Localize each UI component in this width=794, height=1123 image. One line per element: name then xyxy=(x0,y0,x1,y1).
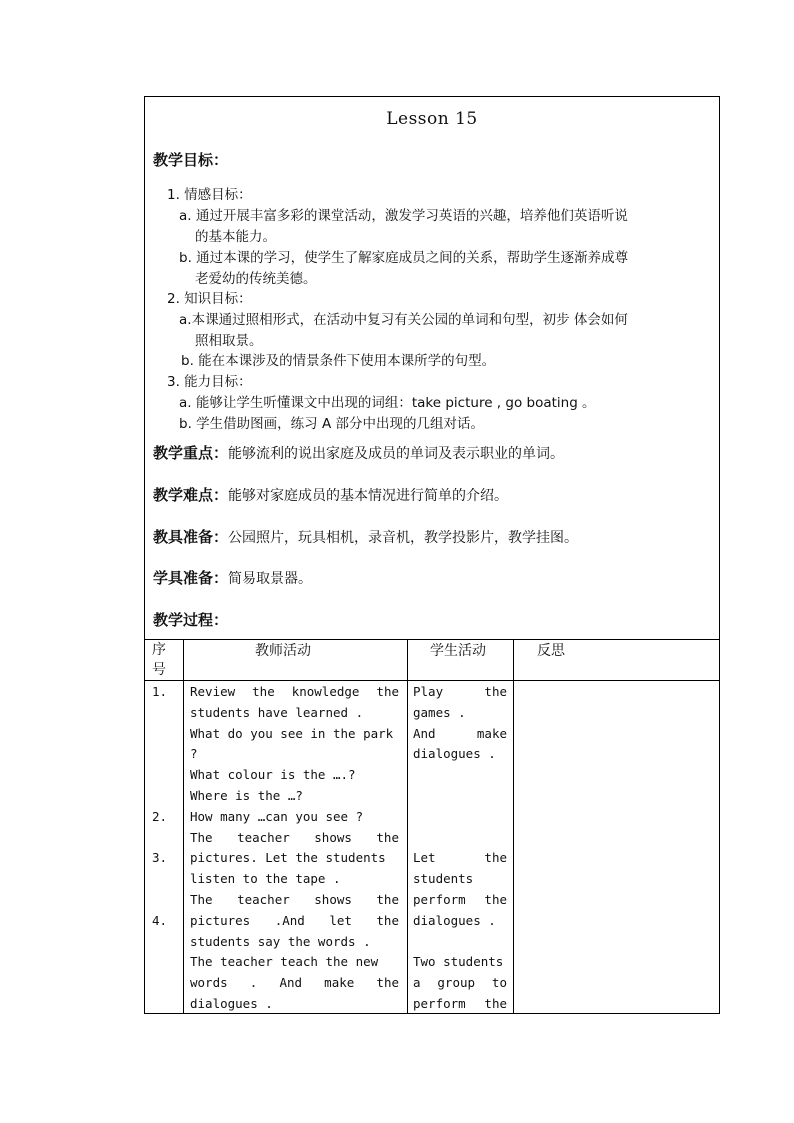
key-points xyxy=(153,442,564,463)
table-cell-line: ? xyxy=(190,746,198,762)
page-title: Lesson 15 xyxy=(386,109,478,129)
key-points-label: 教学重点： xyxy=(153,444,229,462)
table-cell-line: a group to xyxy=(413,975,507,991)
teaching-aids-text: 公园照片，玩具相机，录音机，教学投影片，教学挂图。 xyxy=(228,530,579,546)
table-cell-line: perform the xyxy=(413,891,507,907)
header-number xyxy=(152,640,172,680)
table-cell-line xyxy=(152,973,180,994)
table-cell-line: students xyxy=(413,871,474,887)
lesson-plan-frame xyxy=(144,96,720,1014)
table-cell-line: students have learned . xyxy=(190,704,364,720)
table-cell-line xyxy=(152,932,180,953)
teacher-column xyxy=(190,682,399,1015)
objective-line: 老爱幼的传统美德。 xyxy=(195,271,317,287)
column-divider xyxy=(513,639,514,1013)
table-header-border xyxy=(145,680,719,681)
table-cell-line: students say the words . xyxy=(190,933,371,949)
teaching-aids-label: 教具准备： xyxy=(153,528,229,546)
difficulties-label: 教学难点： xyxy=(153,486,229,504)
table-cell-line xyxy=(413,932,507,953)
table-cell-line: And make xyxy=(413,725,507,741)
teaching-aids xyxy=(153,526,578,547)
table-cell-line xyxy=(152,994,180,1015)
header-student: 学生活动 xyxy=(430,643,486,659)
learning-aids-label: 学具准备： xyxy=(153,569,229,587)
table-cell-line xyxy=(152,890,180,911)
objective-line: 3. 能力目标： xyxy=(167,374,252,390)
table-cell-line: What do you see in the park xyxy=(190,725,394,741)
table-cell-line: Two students xyxy=(413,954,504,970)
table-cell-line: 1. xyxy=(152,684,168,699)
objective-line: 2. 知识目标： xyxy=(167,291,252,307)
difficulties xyxy=(153,484,508,505)
objective-line: 照相取景。 xyxy=(195,333,263,349)
process-heading: 教学过程： xyxy=(153,611,229,629)
table-cell-line: pictures .And let the xyxy=(190,912,399,928)
column-divider xyxy=(183,639,184,1013)
table-cell-line xyxy=(152,869,180,890)
table-cell-line: Review the knowledge the xyxy=(190,684,399,699)
student-column xyxy=(413,682,507,1015)
number-column xyxy=(152,682,180,1015)
table-cell-line xyxy=(413,765,507,786)
table-cell-line: listen to the tape . xyxy=(190,871,341,887)
table-cell-line: dialogues . xyxy=(190,995,273,1011)
difficulties-text: 能够对家庭成员的基本情况进行简单的介绍。 xyxy=(228,488,509,504)
table-cell-line: Where is the …? xyxy=(190,787,303,803)
table-cell-line: games . xyxy=(413,704,466,720)
table-cell-line: Play the xyxy=(413,684,507,699)
table-cell-line xyxy=(152,828,180,849)
table-cell-line xyxy=(152,703,180,724)
column-divider xyxy=(407,639,408,1013)
table-cell-line xyxy=(152,744,180,765)
table-cell-line xyxy=(152,786,180,807)
table-cell-line: The teacher teach the new xyxy=(190,954,379,970)
table-cell-line: perform the xyxy=(413,995,507,1011)
table-cell-line: 3. xyxy=(152,850,168,866)
objectives-heading: 教学目标： xyxy=(153,151,229,169)
header-reflection: 反思 xyxy=(537,643,565,659)
table-cell-line xyxy=(413,807,507,828)
learning-aids xyxy=(153,567,312,588)
table-cell-line: The teacher shows the xyxy=(190,829,399,845)
table-cell-line: words . And make the xyxy=(190,975,399,991)
table-cell-line xyxy=(152,952,180,973)
learning-aids-text: 简易取景器。 xyxy=(228,571,313,587)
table-cell-line: What colour is the ….? xyxy=(190,767,356,783)
objective-line: b. 通过本课的学习，使学生了解家庭成员之间的关系，帮助学生逐渐养成尊 xyxy=(179,250,629,266)
objective-line: 1. 情感目标： xyxy=(167,187,252,203)
table-cell-line: dialogues . xyxy=(413,912,496,928)
table-cell-line xyxy=(413,786,507,807)
table-cell-line: 2. xyxy=(152,808,168,824)
table-cell-line: The teacher shows the xyxy=(190,891,399,907)
objective-line: b. 学生借助图画，练习 A 部分中出现的几组对话。 xyxy=(179,416,484,432)
table-cell-line: 4. xyxy=(152,912,168,928)
objective-line: 的基本能力。 xyxy=(195,229,276,245)
table-cell-line xyxy=(413,828,507,849)
objective-line: a. 通过开展丰富多彩的课堂活动，激发学习英语的兴趣，培养他们英语听说 xyxy=(179,208,628,224)
objective-line: a. 能够让学生听懂课文中出现的词组：take picture , go boating 。 xyxy=(179,395,596,411)
table-cell-line: Let the xyxy=(413,850,507,866)
table-cell-line: How many …can you see ? xyxy=(190,808,364,824)
table-cell-line: pictures. Let the students xyxy=(190,850,386,866)
key-points-text: 能够流利的说出家庭及成员的单词及表示职业的单词。 xyxy=(228,446,565,462)
table-cell-line: dialogues . xyxy=(413,746,496,762)
objective-line: a.本课通过照相形式，在活动中复习有关公园的单词和句型，初步 体会如何 xyxy=(179,312,628,328)
header-teacher: 教师活动 xyxy=(255,643,311,659)
table-cell-line xyxy=(152,724,180,745)
objective-line: b. 能在本课涉及的情景条件下使用本课所学的句型。 xyxy=(181,353,496,369)
header-number-label: 序 号 xyxy=(152,642,166,678)
table-cell-line xyxy=(152,765,180,786)
